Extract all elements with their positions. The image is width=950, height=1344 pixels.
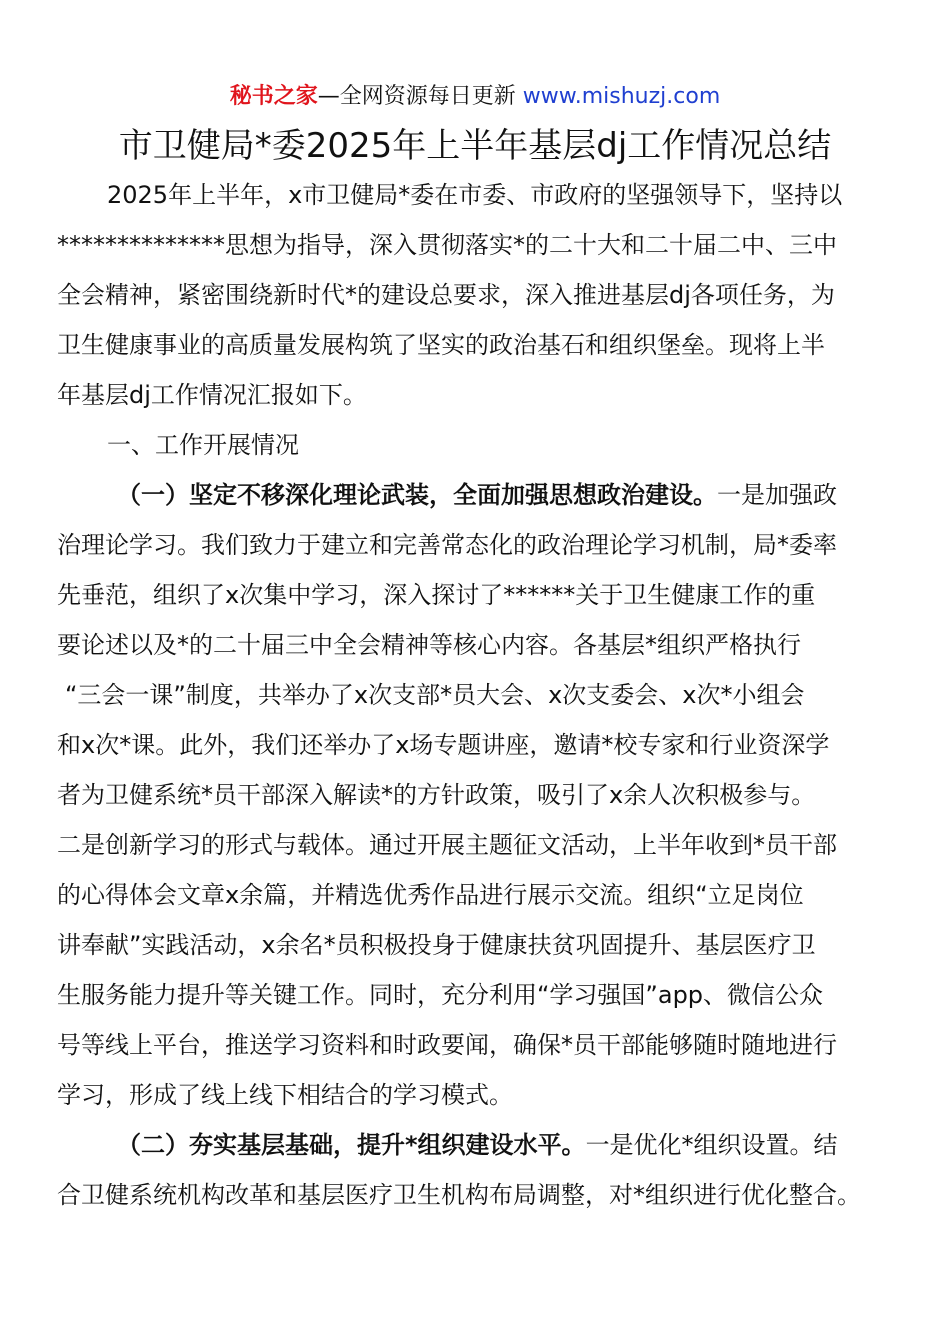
paragraph-line: 卫生健康事业的高质量发展构筑了坚实的政治基石和组织堡垒。现将上半 <box>57 331 825 359</box>
subsection-heading-2: （二）夯实基层基础，提升*组织建设水平。 <box>117 1131 586 1159</box>
paragraph-line: 年基层dj工作情况汇报如下。 <box>57 381 367 409</box>
paragraph-line: 号等线上平台，推送学习资料和时政要闻，确保*员干部能够随时随地进行 <box>57 1031 837 1059</box>
paragraph-line: 治理论学习。我们致力于建立和完善常态化的政治理论学习机制，局*委率 <box>57 531 837 559</box>
paragraph-line: 二是创新学习的形式与载体。通过开展主题征文活动，上半年收到*员干部 <box>57 831 837 859</box>
paragraph-line: 合卫健系统机构改革和基层医疗卫生机构布局调整，对*组织进行优化整合。 <box>57 1181 861 1209</box>
paragraph-line: 讲奉献”实践活动，x余名*员积极投身于健康扶贫巩固提升、基层医疗卫 <box>57 931 816 959</box>
subsection-lead-2: 一是优化*组织设置。结 <box>585 1131 838 1159</box>
document-title: 市卫健局*委2025年上半年基层dj工作情况总结 <box>118 126 832 166</box>
subsection-heading-line <box>57 1120 893 1170</box>
subsection-heading-line <box>57 470 893 520</box>
paragraph-line: 的心得体会文章x余篇，并精选优秀作品进行展示交流。组织“立足岗位 <box>57 881 804 909</box>
paragraph-line: 者为卫健系统*员干部深入解读*的方针政策，吸引了x余人次积极参与。 <box>57 781 816 809</box>
site-banner <box>0 82 950 112</box>
paragraph-line: 2025年上半年，x市卫健局*委在市委、市政府的坚强领导下，坚持以 <box>107 181 843 209</box>
banner-tagline: —全网资源每日更新 <box>317 84 516 109</box>
paragraph-line: 全会精神，紧密围绕新时代*的建设总要求，深入推进基层dj各项任务，为 <box>57 281 835 309</box>
brand-name: 秘书之家 <box>229 84 318 109</box>
paragraph-line: “三会一课”制度，共举办了x次支部*员大会、x次支委会、x次*小组会 <box>65 681 805 709</box>
paragraph-line: 和x次*课。此外，我们还举办了x场专题讲座，邀请*校专家和行业资深学 <box>57 731 830 759</box>
paragraph-line: 先垂范，组织了x次集中学习，深入探讨了******关于卫生健康工作的重 <box>57 581 816 609</box>
paragraph-line: 学习，形成了线上线下相结合的学习模式。 <box>57 1081 513 1109</box>
subsection-lead-1: 一是加强政 <box>717 481 837 509</box>
paragraph-line: **************思想为指导，深入贯彻落实*的二十大和二十届二中、三中 <box>57 231 837 259</box>
subsection-heading-1: （一）坚定不移深化理论武装，全面加强思想政治建设。 <box>117 481 717 509</box>
paragraph-line: 要论述以及*的二十届三中全会精神等核心内容。各基层*组织严格执行 <box>57 631 801 659</box>
section-heading: 一、工作开展情况 <box>107 431 299 459</box>
paragraph-line: 生服务能力提升等关键工作。同时，充分利用“学习强国”app、微信公众 <box>57 981 824 1009</box>
site-url-link[interactable]: www.mishuzj.com <box>522 84 721 109</box>
document-body <box>57 170 893 1220</box>
